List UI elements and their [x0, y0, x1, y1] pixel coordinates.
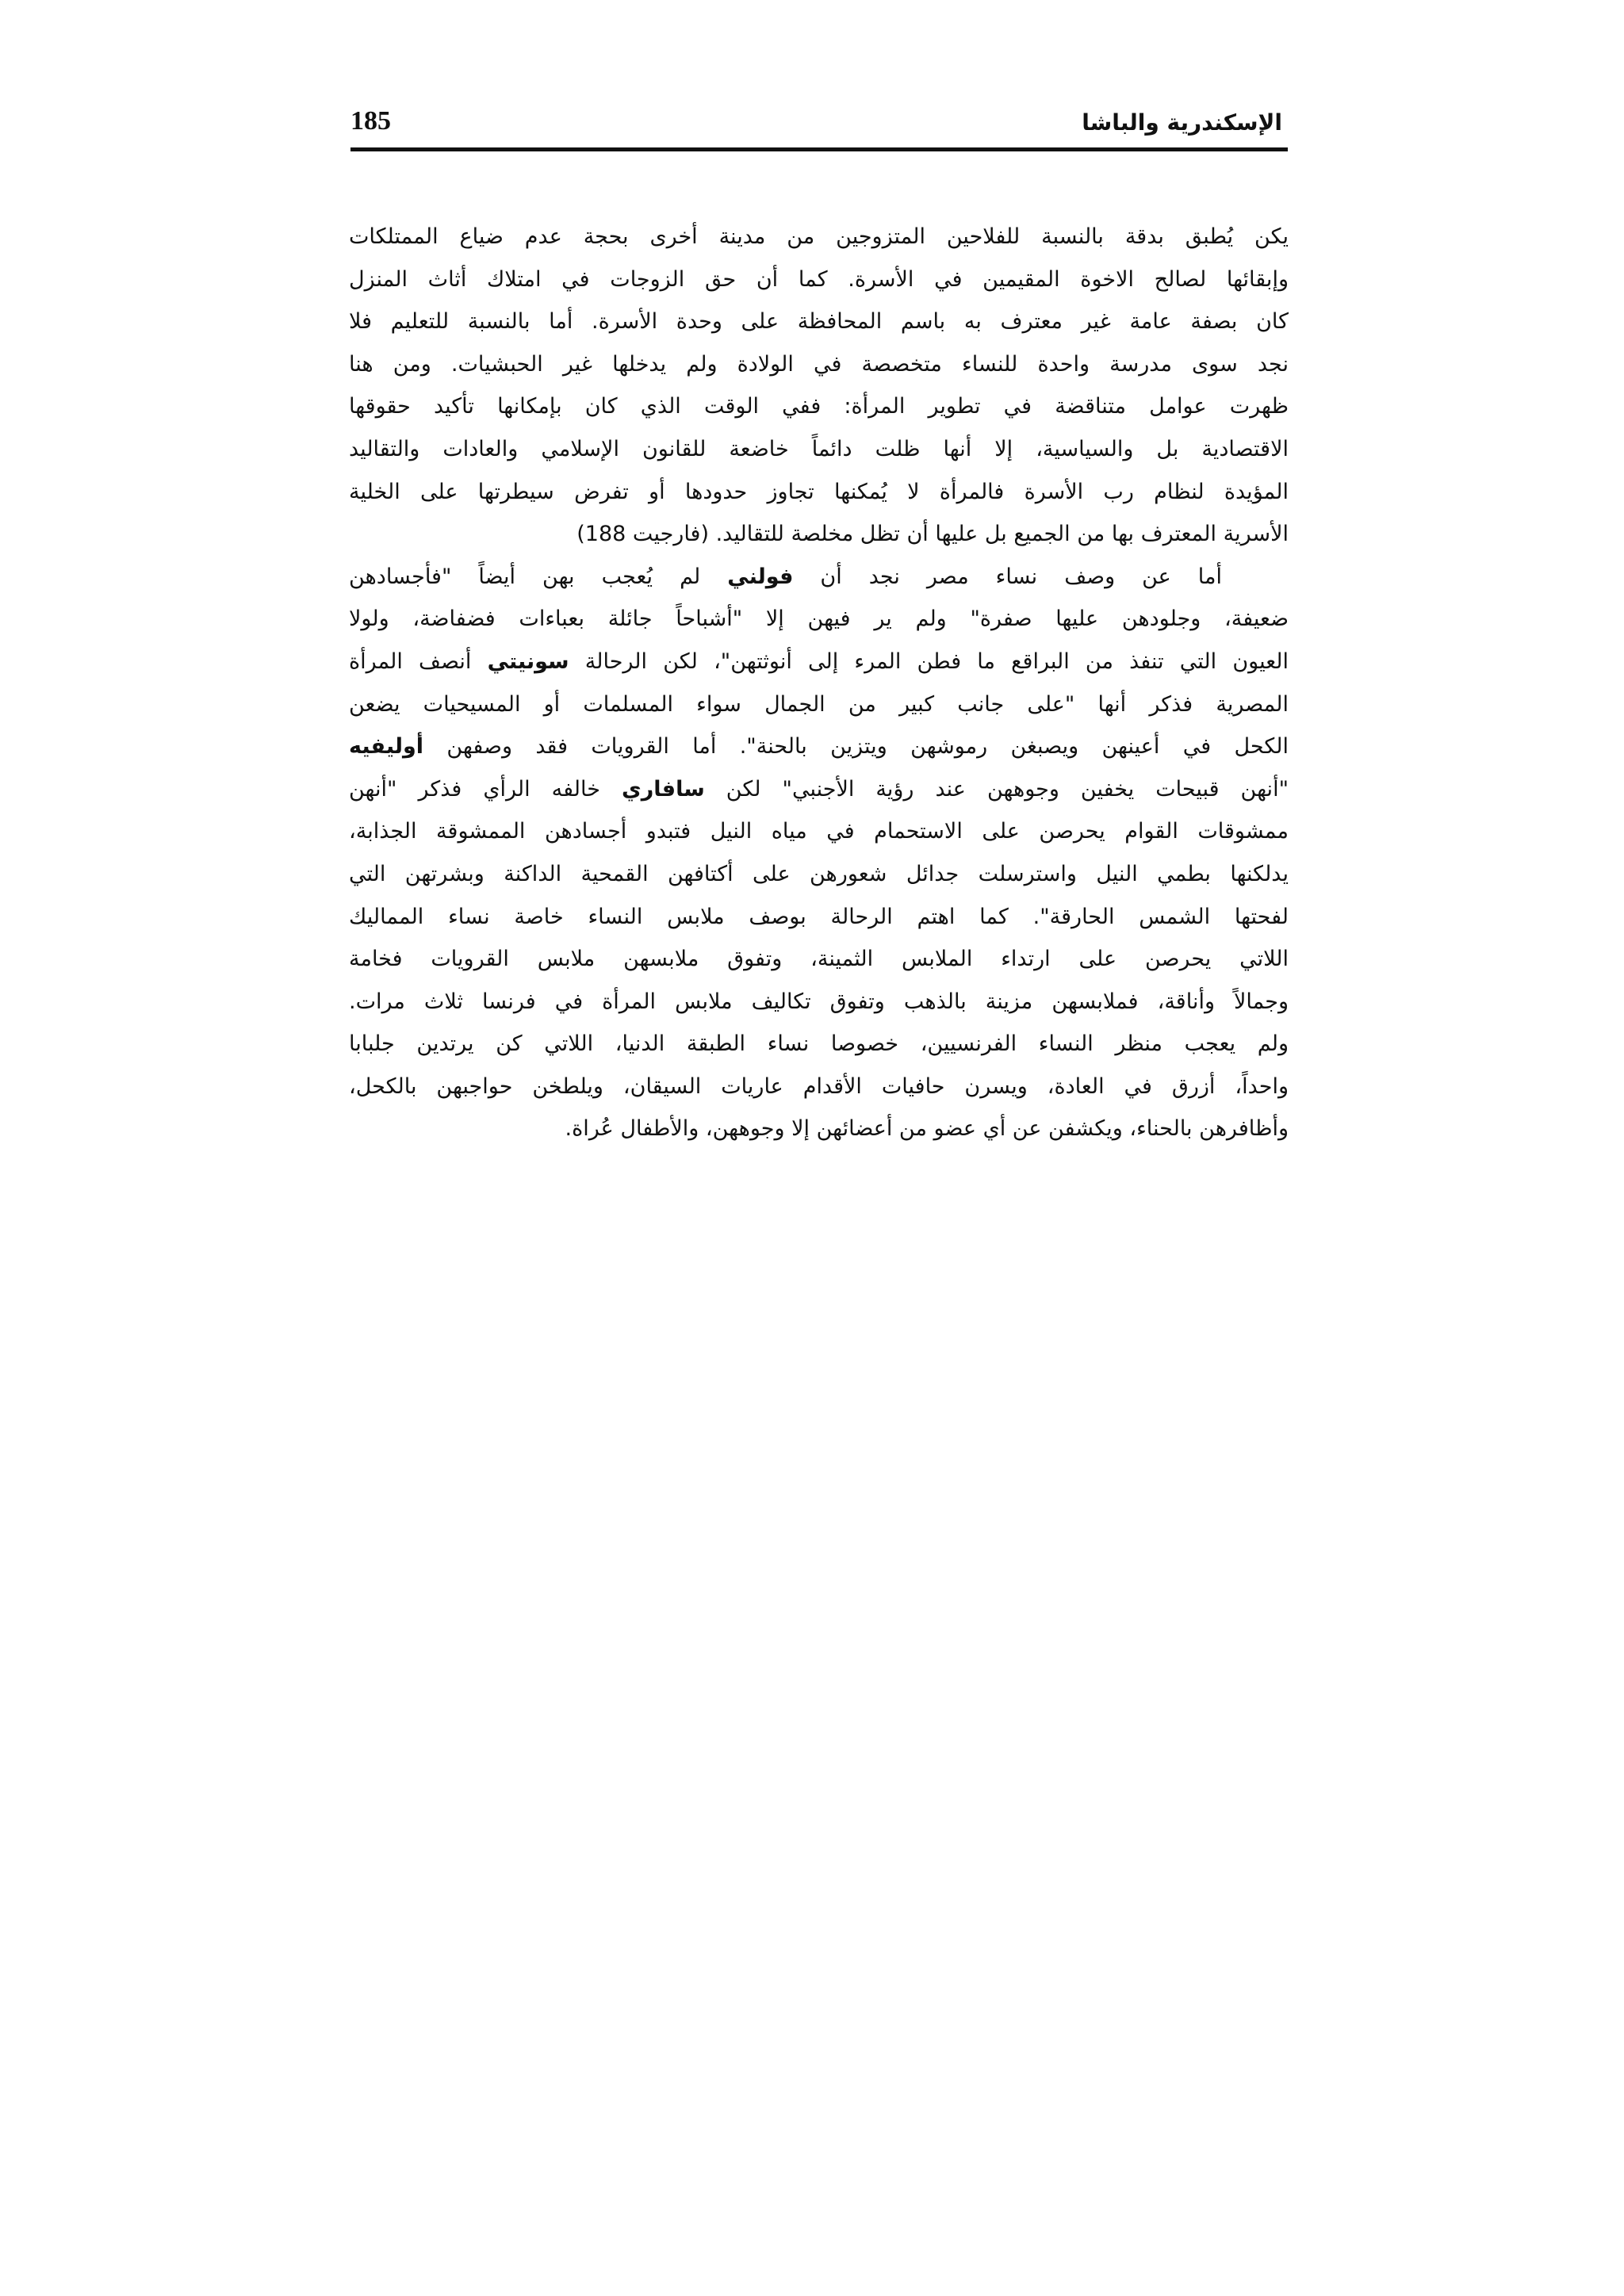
running-title: الإسكندرية والباشا [1082, 109, 1282, 136]
text-run: أنصف المرأة [349, 649, 488, 674]
text-run: يدلكنها بطمي النيل واسترسلت جدائل شعورهن على أكتافهن القمحية الداكنة وبشرتهن التي [349, 861, 1289, 886]
text-run: وإبقائها لصالح الاخوة المقيمين في الأسرة. كما أن حق الزوجات في امتلاك أثاث المنزل [349, 266, 1289, 292]
text-run: الأسرية المعترف بها من الجميع بل عليها أن تظل مخلصة للتقاليد. (فارجيت 188) [576, 522, 1289, 547]
text-line [349, 1066, 1289, 1108]
text-line [349, 1023, 1289, 1066]
text-run: ولم يعجب منظر النساء الفرنسيين، خصوصا نساء الطبقة الدنيا، اللاتي كن يرتدين جلبابا [349, 1031, 1289, 1057]
text-line [349, 768, 1289, 811]
paragraph [349, 556, 1289, 1150]
text-line [349, 725, 1289, 768]
text-line [349, 343, 1289, 386]
text-line [349, 938, 1289, 981]
text-line [349, 513, 1289, 556]
text-run: الكحل في أعينهن ويصبغن رموشهن ويتزين بالحنة". أما القرويات فقد وصفهن [423, 734, 1289, 760]
bold-name: سافاري [621, 776, 705, 802]
text-run: لم يُعجب بهن أيضاً "فأجسادهن [349, 564, 728, 589]
text-run: "أنهن قبيحات يخفين وجوههن عند رؤية الأجنبي" لكن [704, 776, 1289, 802]
text-run: لفحتها الشمس الحارقة". كما اهتم الرحالة بوصف ملابس النساء خاصة نساء المماليك [349, 904, 1289, 929]
text-run: العيون التي تنفذ من البراقع ما فطن المرء إلى أنوثتهن"، لكن الرحالة [569, 649, 1289, 674]
bold-name: سونيتي [487, 649, 569, 674]
paragraph [349, 216, 1289, 556]
text-run: الاقتصادية بل والسياسية، إلا أنها ظلت دائماً خاضعة للقانون الإسلامي والعادات والتقاليد [349, 436, 1289, 461]
text-line [349, 1108, 1289, 1150]
text-line [349, 598, 1289, 641]
text-run: المصرية فذكر أنها "على جانب كبير من الجمال سواء المسلمات أو المسيحيات يضعن [349, 691, 1289, 717]
text-line [349, 216, 1289, 258]
text-line [349, 896, 1289, 939]
text-run: ظهرت عوامل متناقضة في تطوير المرأة: ففي الوقت الذي كان بإمكانها تأكيد حقوقها [349, 394, 1289, 419]
body-text [349, 216, 1289, 1150]
page-number: 185 [350, 106, 391, 136]
text-run: يكن يُطبق بدقة بالنسبة للفلاحين المتزوجين من مدينة أخرى بحجة عدم ضياع الممتلكات [349, 224, 1289, 249]
text-run: وجمالاً وأناقة، فملابسهن مزينة بالذهب وتفوق تكاليف ملابس المرأة في فرنسا ثلاث مرات. [349, 989, 1289, 1014]
text-line [349, 683, 1289, 726]
text-line [349, 981, 1289, 1024]
text-run: اللاتي يحرصن على ارتداء الملابس الثمينة، وتفوق ملابسهن ملابس القرويات فخامة [349, 947, 1289, 972]
text-line [349, 385, 1289, 428]
text-line [349, 258, 1289, 301]
text-run: كان بصفة عامة غير معترف به باسم المحافظة على وحدة الأسرة. أما بالنسبة للتعليم فلا [349, 309, 1289, 335]
text-run: نجد سوى مدرسة واحدة للنساء متخصصة في الولادة ولم يدخلها غير الحبشيات. ومن هنا [349, 351, 1289, 377]
text-line [349, 428, 1289, 471]
header-rule [350, 147, 1288, 151]
page-header [350, 103, 1282, 151]
text-run: أما عن وصف نساء مصر نجد أن [793, 564, 1222, 589]
text-line [349, 641, 1289, 683]
text-line [349, 471, 1289, 514]
text-run: واحداً، أزرق في العادة، ويسرن حافيات الأقدام عاريات السيقان، ويلطخن حواجبهن بالكحل، [349, 1073, 1289, 1099]
text-run: المؤيدة لنظام رب الأسرة فالمرأة لا يُمكنها تجاوز حدودها أو تفرض سيطرتها على الخلية [349, 479, 1289, 504]
text-run: ممشوقات القوام يحرصن على الاستحمام في مياه النيل فتبدو أجسادهن الممشوقة الجذابة، [349, 819, 1289, 844]
text-line [349, 810, 1289, 853]
text-line [349, 853, 1289, 896]
bold-name: فولني [727, 564, 794, 589]
text-line [349, 300, 1289, 343]
text-line [349, 556, 1289, 599]
text-run: خالفه الرأي فذكر "أنهن [349, 776, 622, 802]
text-run: ضعيفة، وجلودهن عليها صفرة" ولم ير فيهن إلا "أشباحاً جائلة بعباءات فضفاضة، ولولا [349, 607, 1289, 632]
bold-name: أوليفيه [349, 734, 424, 760]
text-run: وأظافرهن بالحناء، ويكشفن عن أي عضو من أعضائهن إلا وجوههن، والأطفال عُراة. [565, 1116, 1289, 1142]
